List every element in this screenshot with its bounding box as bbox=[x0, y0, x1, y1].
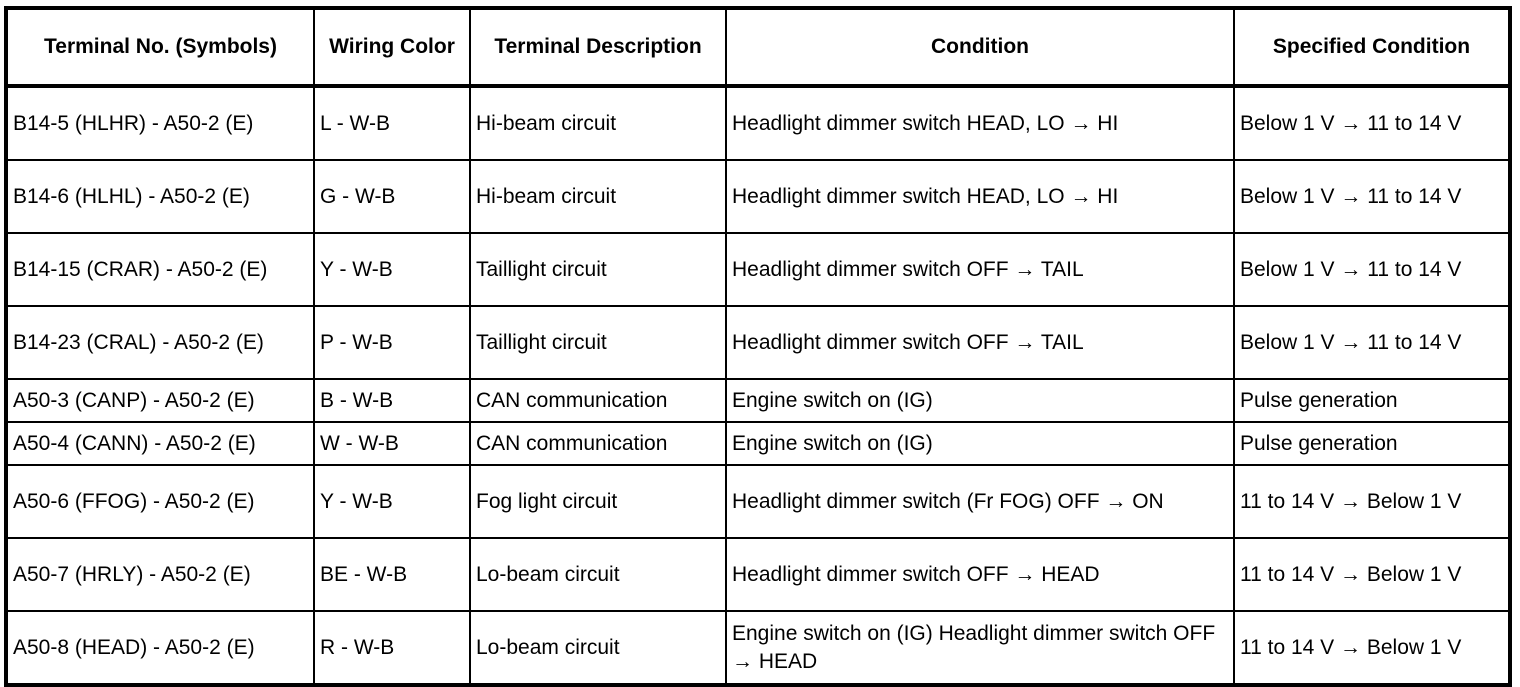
cell-wiring-color: B - W-B bbox=[314, 379, 470, 422]
cell-wiring-color: W - W-B bbox=[314, 422, 470, 465]
cell-description: Taillight circuit bbox=[470, 233, 726, 306]
cell-description: Taillight circuit bbox=[470, 306, 726, 379]
cell-description: Fog light circuit bbox=[470, 465, 726, 538]
table-row bbox=[6, 379, 1510, 422]
cell-specified-condition: Below 1 V → 11 to 14 V bbox=[1234, 233, 1510, 306]
table-row bbox=[6, 611, 1510, 685]
cell-specified-condition: Pulse generation bbox=[1234, 422, 1510, 465]
cell-specified-condition: 11 to 14 V → Below 1 V bbox=[1234, 465, 1510, 538]
cell-description: CAN communication bbox=[470, 379, 726, 422]
header-terminal: Terminal No. (Symbols) bbox=[6, 8, 314, 86]
cell-terminal: B14-6 (HLHL) - A50-2 (E) bbox=[6, 160, 314, 233]
header-specified-condition: Specified Condition bbox=[1234, 8, 1510, 86]
cell-description: CAN communication bbox=[470, 422, 726, 465]
cell-wiring-color: L - W-B bbox=[314, 86, 470, 160]
cell-specified-condition: Below 1 V → 11 to 14 V bbox=[1234, 306, 1510, 379]
cell-terminal: A50-6 (FFOG) - A50-2 (E) bbox=[6, 465, 314, 538]
cell-wiring-color: Y - W-B bbox=[314, 233, 470, 306]
cell-terminal: A50-7 (HRLY) - A50-2 (E) bbox=[6, 538, 314, 611]
cell-terminal: B14-23 (CRAL) - A50-2 (E) bbox=[6, 306, 314, 379]
table-row bbox=[6, 86, 1510, 160]
table-row bbox=[6, 160, 1510, 233]
cell-terminal: A50-3 (CANP) - A50-2 (E) bbox=[6, 379, 314, 422]
cell-wiring-color: BE - W-B bbox=[314, 538, 470, 611]
cell-condition: Headlight dimmer switch OFF → TAIL bbox=[726, 306, 1234, 379]
cell-wiring-color: Y - W-B bbox=[314, 465, 470, 538]
cell-terminal: B14-15 (CRAR) - A50-2 (E) bbox=[6, 233, 314, 306]
table-row bbox=[6, 306, 1510, 379]
cell-specified-condition: Below 1 V → 11 to 14 V bbox=[1234, 160, 1510, 233]
cell-condition: Headlight dimmer switch HEAD, LO → HI bbox=[726, 86, 1234, 160]
cell-condition: Engine switch on (IG) Headlight dimmer switch OFF → HEAD bbox=[726, 611, 1234, 685]
cell-condition: Headlight dimmer switch (Fr FOG) OFF → ON bbox=[726, 465, 1234, 538]
cell-specified-condition: 11 to 14 V → Below 1 V bbox=[1234, 611, 1510, 685]
table-row bbox=[6, 233, 1510, 306]
cell-description: Hi-beam circuit bbox=[470, 160, 726, 233]
cell-specified-condition: Below 1 V → 11 to 14 V bbox=[1234, 86, 1510, 160]
cell-condition: Headlight dimmer switch OFF → HEAD bbox=[726, 538, 1234, 611]
header-terminal-description: Terminal Description bbox=[470, 8, 726, 86]
terminal-inspection-table bbox=[4, 6, 1512, 687]
cell-wiring-color: G - W-B bbox=[314, 160, 470, 233]
cell-terminal: A50-8 (HEAD) - A50-2 (E) bbox=[6, 611, 314, 685]
cell-wiring-color: P - W-B bbox=[314, 306, 470, 379]
cell-condition: Engine switch on (IG) bbox=[726, 379, 1234, 422]
cell-condition: Engine switch on (IG) bbox=[726, 422, 1234, 465]
table-row bbox=[6, 465, 1510, 538]
header-wiring-color: Wiring Color bbox=[314, 8, 470, 86]
cell-condition: Headlight dimmer switch OFF → TAIL bbox=[726, 233, 1234, 306]
cell-condition: Headlight dimmer switch HEAD, LO → HI bbox=[726, 160, 1234, 233]
table-row bbox=[6, 422, 1510, 465]
cell-description: Hi-beam circuit bbox=[470, 86, 726, 160]
header-row bbox=[6, 8, 1510, 86]
cell-description: Lo-beam circuit bbox=[470, 611, 726, 685]
cell-description: Lo-beam circuit bbox=[470, 538, 726, 611]
table-row bbox=[6, 538, 1510, 611]
cell-terminal: B14-5 (HLHR) - A50-2 (E) bbox=[6, 86, 314, 160]
header-condition: Condition bbox=[726, 8, 1234, 86]
cell-specified-condition: Pulse generation bbox=[1234, 379, 1510, 422]
cell-terminal: A50-4 (CANN) - A50-2 (E) bbox=[6, 422, 314, 465]
cell-specified-condition: 11 to 14 V → Below 1 V bbox=[1234, 538, 1510, 611]
cell-wiring-color: R - W-B bbox=[314, 611, 470, 685]
